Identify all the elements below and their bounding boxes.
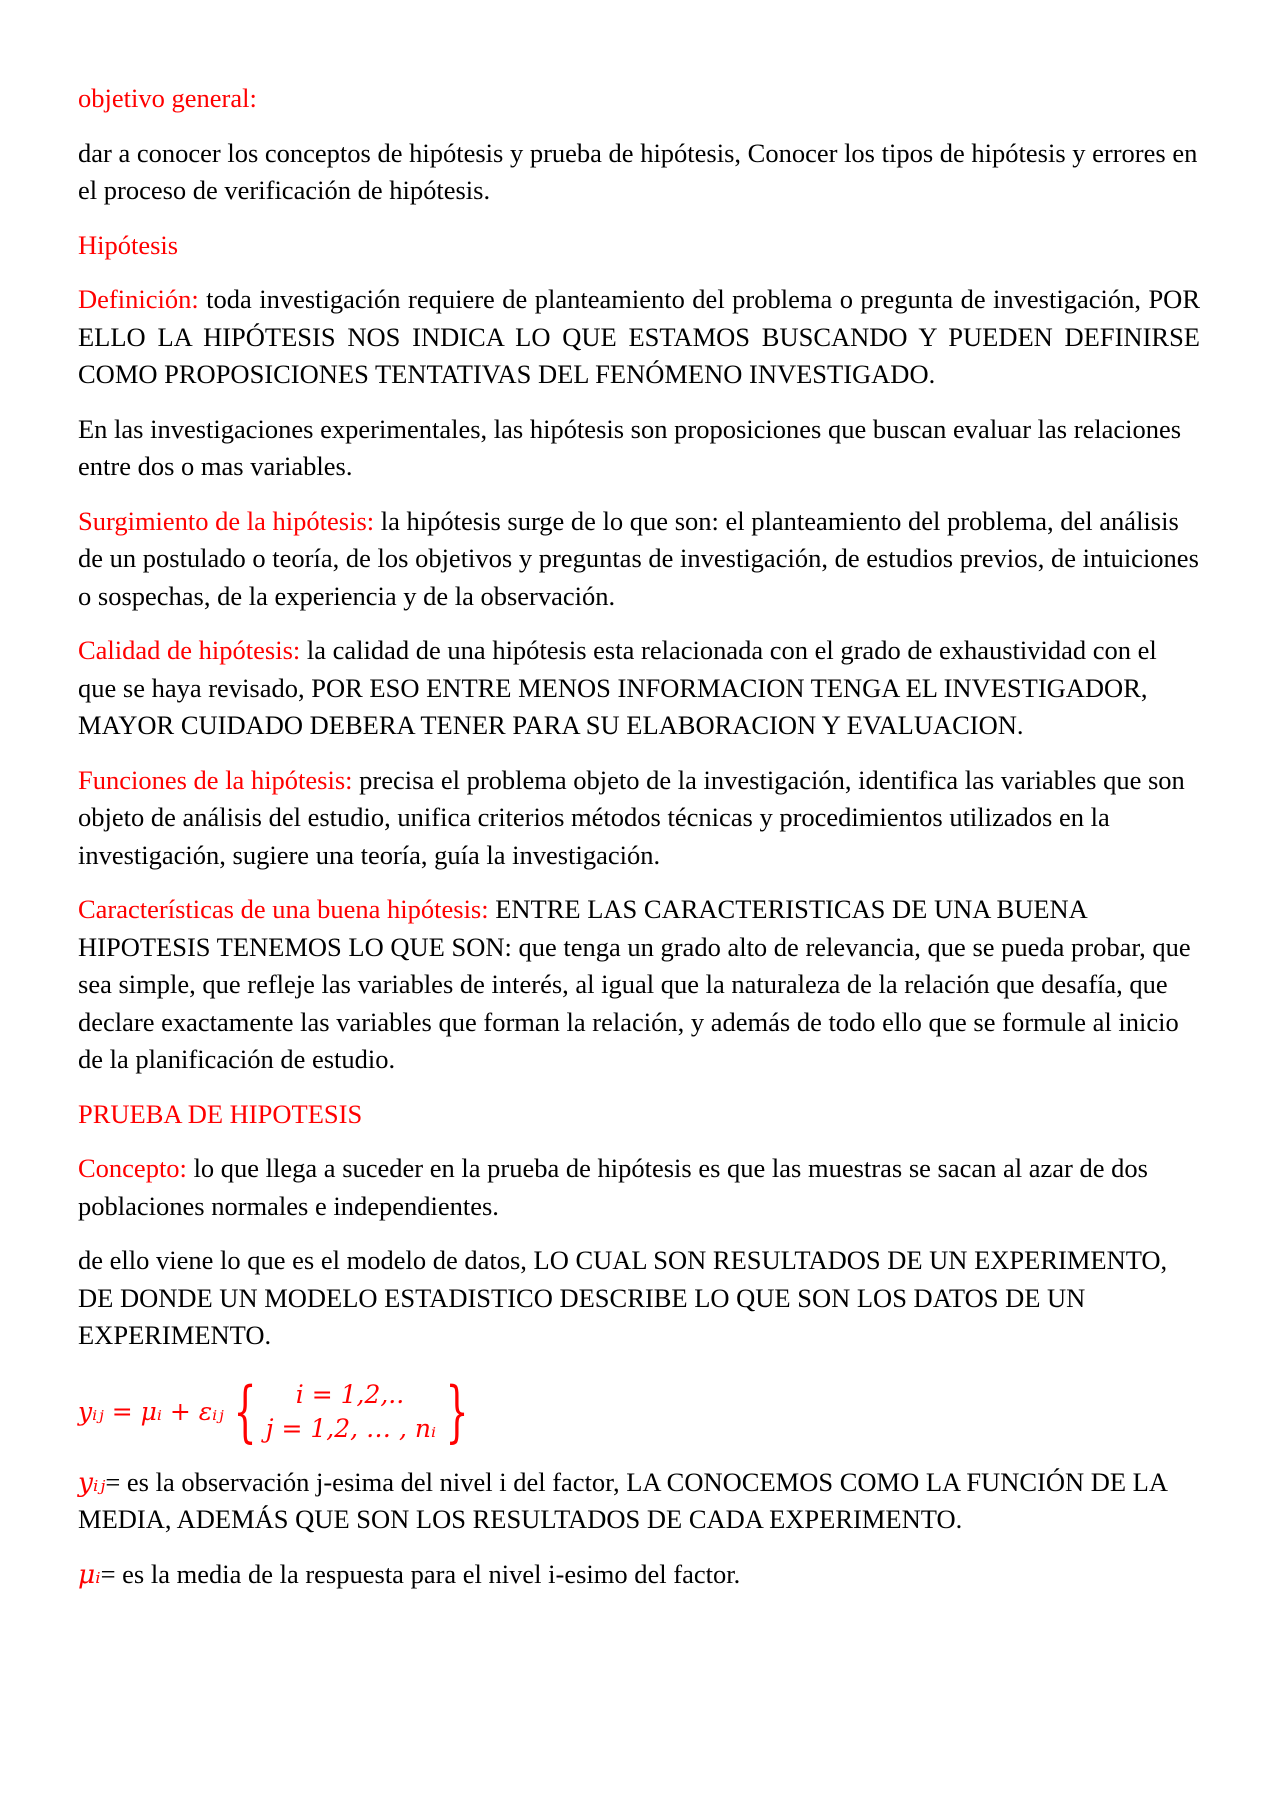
origin-paragraph (78, 503, 1200, 616)
model-paragraph: de ello viene lo que es el modelo de datos, LO CUAL SON RESULTADOS DE UN EXPERIMENTO, DE DONDE UN MODELO ESTADISTICO DESCRIBE LO QUE SON LOS DATOS DE UN EXPERIMENTO. (78, 1245, 1168, 1350)
definition-text: toda investigación requiere de planteamiento del problema o pregunta de investigación, POR ELLO LA HIPÓTESIS NOS INDICA LO QUE ESTAMOS BUSCANDO Y PUEDEN DEFINIRSE COMO PROPOSICIONES TENTATIVAS DEL FENÓMENO INVESTIGADO. (78, 284, 1200, 389)
concept-paragraph (78, 1150, 1200, 1225)
characteristics-text: ENTRE LAS CARACTERISTICAS DE UNA BUENA HIPOTESIS TENEMOS LO QUE SON: que tenga un grado alto de relevancia, que se pueda probar, que sea simple, que refleje las variables de interés, al igual que la naturaleza de la relación que desafía, que declare exactamente las variables que forman la relación, y además de todo ello que se formule al inicio de la planificación de estudio. (78, 894, 1191, 1074)
yij-text: = es la observación j-esima del nivel i del factor, LA CONOCEMOS COMO LA FUNCIÓN DE LA MEDIA, ADEMÁS QUE SON LOS RESULTADOS DE CADA EXPERIMENTO. (78, 1466, 1167, 1534)
hypothesis-heading: Hipótesis (78, 229, 179, 260)
origin-label: Surgimiento de la hipótesis: (78, 505, 375, 536)
test-heading: PRUEBA DE HIPOTESIS (78, 1098, 363, 1129)
characteristics-paragraph (78, 891, 1200, 1079)
concept-text: lo que llega a suceder en la prueba de hipótesis es que las muestras se sacan al azar de dos poblaciones normales e independientes. (78, 1153, 1148, 1221)
formula-case-i: i = 1,2,.. (295, 1379, 405, 1409)
quality-paragraph (78, 632, 1200, 745)
concept-label: Concepto: (78, 1153, 187, 1183)
yij-definition (78, 1464, 1200, 1539)
formula-cases (266, 1378, 436, 1446)
mu-text: = es la media de la respuesta para el nivel i-esimo del factor. (100, 1558, 741, 1589)
objective-heading: objetivo general: (78, 83, 257, 113)
definition-paragraph (78, 281, 1200, 394)
origin-text: la hipótesis surge de lo que son: el planteamiento del problema, del análisis de un postulado o teoría, de los objetivos y preguntas de investigación, de estudios previos, de intuiciones o sospechas, de la experiencia y de la observación. (78, 505, 1199, 611)
definition-label: Definición: (78, 284, 199, 314)
quality-text: la calidad de una hipótesis esta relacionada con el grado de exhaustividad con el que se haya revisado, POR ESO ENTRE MENOS INFORMACION TENGA EL INVESTIGADOR, MAYOR CUIDADO DEBERA TENER PARA SU ELABORACION Y EVALUACION. (78, 635, 1157, 740)
model-formula (78, 1372, 1200, 1452)
experimental-paragraph: En las investigaciones experimentales, las hipótesis son proposiciones que buscan evaluar las relaciones entre dos o mas variables. (78, 413, 1182, 481)
characteristics-label: Características de una buena hipótesis: (78, 894, 489, 924)
formula-case-j: j = 1,2, … , nᵢ (265, 1413, 436, 1443)
right-brace-icon: } (445, 1372, 469, 1450)
mu-definition (78, 1556, 1200, 1594)
formula-lhs: yᵢⱼ = μᵢ + εᵢⱼ (78, 1396, 224, 1426)
functions-paragraph (78, 762, 1200, 875)
quality-label: Calidad de hipótesis: (78, 635, 301, 665)
yij-symbol: yᵢⱼ (78, 1466, 106, 1498)
functions-text: precisa el problema objeto de la investigación, identifica las variables que son objeto de análisis del estudio, unifica criterios métodos técnicas y procedimientos utilizados en la investigación, sugiere una teoría, guía la investigación. (78, 764, 1185, 870)
functions-label: Funciones de la hipótesis: (78, 764, 353, 795)
mu-symbol: μᵢ (78, 1558, 101, 1590)
left-brace-icon: { (233, 1372, 257, 1450)
objective-paragraph: dar a conocer los conceptos de hipótesis y prueba de hipótesis, Conocer los tipos de hipótesis y errores en el proceso de verificación de hipótesis. (78, 137, 1198, 205)
